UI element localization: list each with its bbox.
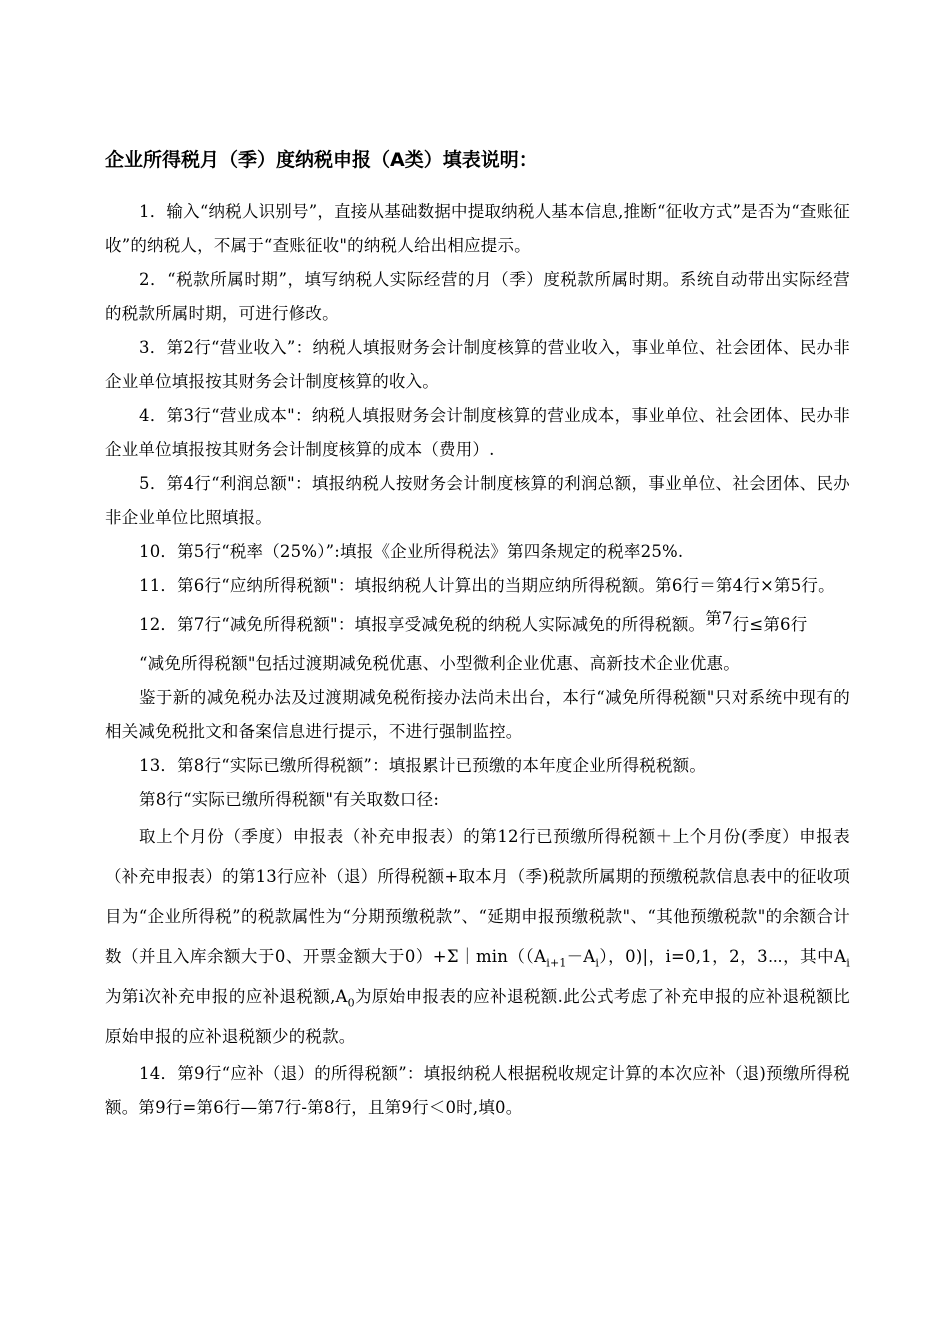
paragraph-13: 13．第8行“实际已缴所得税额”：填报累计已预缴的本年度企业所得税税额。	[139, 756, 707, 775]
paragraph-10: 10．第5行“税率（25%）”:填报《企业所得税法》第四条规定的税率25%.	[139, 542, 684, 561]
formula-part-4: 为第i次补充申报的应补退税额,A	[105, 987, 348, 1006]
paragraph-12b: 鉴于新的减免税办法及过渡期减免税衔接办法尚未出台，本行“减免所得税额"只对系统中现有的相关减免税批文和备案信息进行提示，不进行强制监控。	[105, 688, 850, 741]
paragraph-12-main: 12．第7行“减免所得税额"：填报享受减免税的纳税人实际减免的所得税额。	[139, 615, 706, 634]
paragraph-13b-formula	[105, 817, 850, 1057]
paragraph-13a: 第8行“实际已缴所得税额"有关取数口径:	[139, 790, 440, 809]
paragraph-12-raised: 第7	[705, 609, 733, 628]
document-page	[105, 145, 850, 1125]
paragraph-12-tail: 行≤第6行	[732, 615, 808, 634]
formula-part-5: 为原始申报表的应补退税额.此公式考虑了补充申报的应补退税额比原始申报的应补退税额少的税款。	[105, 987, 850, 1046]
paragraph-3: 3．第2行“营业收入”：纳税人填报财务会计制度核算的营业收入，事业单位、社会团体、民办非企业单位填报按其财务会计制度核算的收入。	[105, 338, 850, 391]
paragraph-12	[105, 603, 850, 647]
formula-sub-i: i	[595, 956, 600, 970]
paragraph-12a: “减免所得税额"包括过渡期减免税优惠、小型微利企业优惠、高新技术企业优惠。	[139, 654, 740, 673]
paragraph-2: 2．“税款所属时期”，填写纳税人实际经营的月（季）度税款所属时期。系统自动带出实际经营的税款所属时期，可进行修改。	[105, 270, 850, 323]
paragraph-1: 1．输入“纳税人识别号”，直接从基础数据中提取纳税人基本信息,推断“征收方式”是否为“查账征收”的纳税人，不属于“查账征收"的纳税人给出相应提示。	[105, 202, 850, 255]
formula-part-3: ），0)|，i=0,1，2，3⋯，其中A	[599, 947, 847, 966]
paragraph-4: 4．第3行“营业成本"：纳税人填报财务会计制度核算的营业成本，事业单位、社会团体、民办非企业单位填报按其财务会计制度核算的成本（费用）.	[105, 406, 850, 459]
formula-sub-i-plus-1: i+1	[546, 956, 567, 970]
paragraph-14: 14．第9行“应补（退）的所得税额”：填报纳税人根据税收规定计算的本次应补（退)预缴所得税额。第9行=第6行—第7行-第8行，且第9行＜0时,填0。	[105, 1064, 850, 1117]
formula-part-1: 取上个月份（季度）申报表（补充申报表）的第12行已预缴所得税额＋上个月份(季度）申报表（补充申报表）的第13行应补（退）所得税额+取本月（季)税款所属期的预缴税款信息表中的征收项目为“企业所得税”的税款属性为“分期预缴税款”、“延期申报预缴税款"、“其他预缴税款"的余额合计数（并且入库余额大于0、开票金额大于0）+Σ｜min（（A	[105, 827, 850, 966]
document-title: 企业所得税月（季）度纳税申报（A类）填表说明：	[105, 149, 538, 171]
formula-sub-0: 0	[347, 996, 355, 1010]
paragraph-11: 11．第6行“应纳所得税额"：填报纳税人计算出的当期应纳所得税额。第6行＝第4行×第5行。	[139, 576, 835, 595]
formula-sub-i-2: i	[846, 956, 850, 970]
formula-part-2: －A	[566, 947, 596, 966]
paragraph-5: 5．第4行“利润总额"：填报纳税人按财务会计制度核算的利润总额，事业单位、社会团体、民办非企业单位比照填报。	[105, 474, 850, 527]
